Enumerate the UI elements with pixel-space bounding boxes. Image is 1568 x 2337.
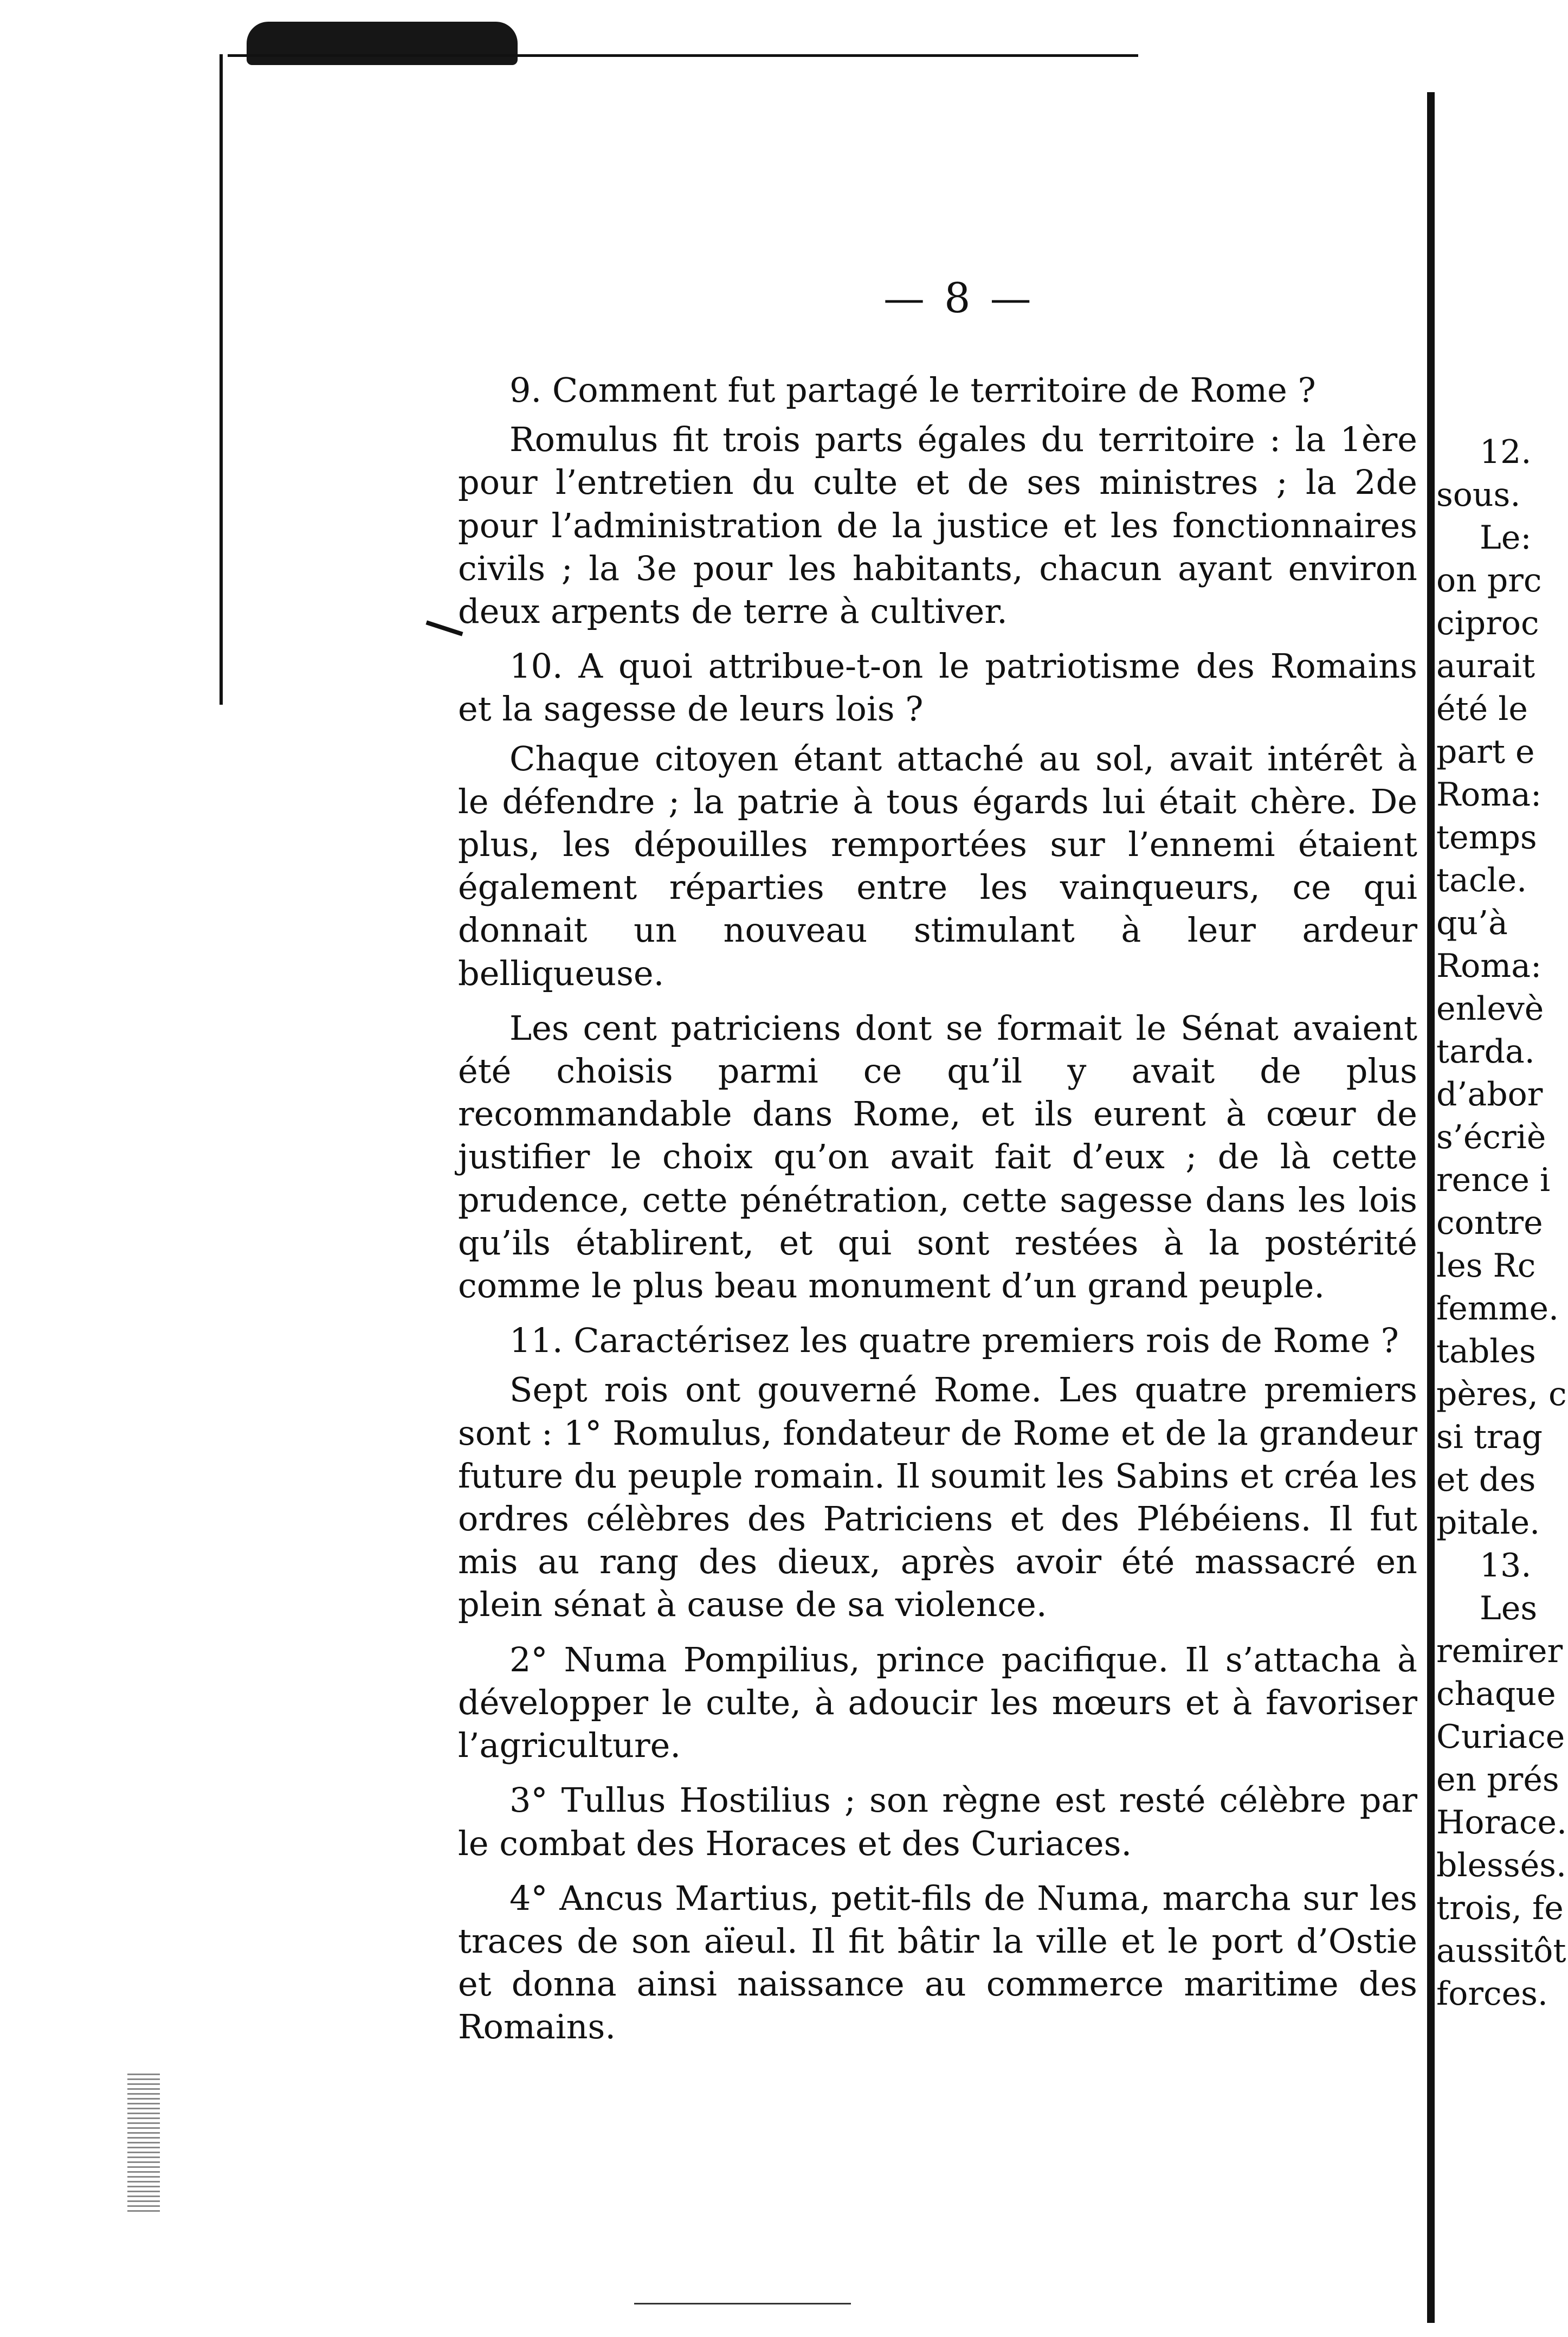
left-page-border (220, 54, 223, 705)
left-margin-scan-noise (127, 2071, 160, 2212)
side-line: chaque (1436, 1675, 1556, 1713)
answer-11-paragraph-1: Sept rois ont gouverné Rome. Les quatre premiers sont : 1° Romulus, fondateur de Rome et de la grandeur future du peuple romain. Il soumit les Sabins et créa les ordres célèbres des Patriciens et des Plébéiens. Il fut mis au rang des dieux, après avoir été massacré en plein sénat à cause de sa violence. (458, 1370, 1417, 1625)
side-line: rence i (1436, 1161, 1551, 1199)
main-text-column (458, 369, 1417, 2061)
side-line: sous. (1436, 476, 1521, 514)
side-line: en prés (1436, 1761, 1559, 1799)
side-line: Les (1480, 1589, 1538, 1627)
answer-9: Romulus fit trois parts égales du territoire : la 1ère pour l’entretien du culte et de ses ministres ; la 2de pour l’administration de la justice et les fonctionnaires civils ; la 3e pour les habitants, chacun ayant environ deux arpents de terre à cultiver. (458, 420, 1417, 632)
side-line: tarda. (1436, 1033, 1535, 1071)
side-line: trois, fe (1436, 1889, 1564, 1927)
side-line: on prc (1436, 562, 1542, 600)
side-line: Horace. (1436, 1804, 1567, 1842)
side-line: enlevè (1436, 990, 1544, 1028)
answer-11-paragraph-3: 3° Tullus Hostilius ; son règne est resté célèbre par le combat des Horaces et des Curiaces. (458, 1780, 1417, 1863)
side-line: ciproc (1436, 604, 1539, 642)
side-line: blessés. (1436, 1846, 1567, 1884)
side-line: et des (1436, 1461, 1536, 1499)
question-11: 11. Caractérisez les quatre premiers rois de Rome ? (509, 1321, 1399, 1361)
side-line: qu’à (1436, 904, 1508, 942)
side-line: les Rc (1436, 1247, 1536, 1285)
side-line: Roma: (1436, 776, 1542, 814)
answer-10-paragraph-2: Les cent patriciens dont se formait le Sénat avaient été choisis parmi ce qu’il y avait de plus recommandable dans Rome, et ils eurent à cœur de justifier le choix qu’on avait fait d’eux ; de là cette prudence, cette pénétration, cette sagesse dans les lois qu’ils établirent, et qui sont restées à la postérité comme le plus beau monument d’un grand peuple. (458, 1008, 1417, 1306)
scan-blot (247, 22, 518, 65)
question-10: 10. A quoi attribue-t-on le patriotisme des Romains et la sagesse de leurs lois ? (458, 646, 1417, 729)
side-line: forces. (1436, 1975, 1548, 2013)
side-line: été le (1436, 690, 1528, 728)
question-9: 9. Comment fut partagé le territoire de Rome ? (509, 370, 1316, 410)
answer-10-paragraph-1: Chaque citoyen étant attaché au sol, avait intérêt à le défendre ; la patrie à tous égards lui était chère. De plus, les dépouilles remportées sur l’ennemi étaient également réparties entre les vainqueurs, ce qui donnait un nouveau stimulant à leur ardeur belliqueuse. (458, 738, 1417, 993)
top-page-rule (228, 54, 1138, 57)
side-line: contre (1436, 1204, 1543, 1242)
side-line: remirer (1436, 1632, 1563, 1670)
side-line: pitale. (1436, 1504, 1540, 1542)
side-line: d’abor (1436, 1076, 1543, 1113)
side-line: Roma: (1436, 947, 1542, 985)
side-line: s’écriè (1436, 1118, 1546, 1156)
answer-11-paragraph-2: 2° Numa Pompilius, prince pacifique. Il s’attacha à développer le culte, à adoucir les mœurs et à favoriser l’agriculture. (458, 1639, 1417, 1766)
side-line: tables (1436, 1332, 1536, 1370)
side-line: 12. (1480, 433, 1532, 471)
side-line: tacle. (1436, 861, 1527, 899)
side-line: Le: (1480, 519, 1532, 557)
answer-11-paragraph-4: 4° Ancus Martius, petit-fils de Numa, marcha sur les traces de son aïeul. Il fit bâtir la ville et le port d’Ostie et donna ainsi naissance au commerce maritime des Romains. (458, 1878, 1417, 2047)
bottom-scan-mark (634, 2303, 851, 2304)
side-line: si trag (1436, 1418, 1543, 1456)
page-number: — 8 — (883, 274, 1035, 322)
side-line: aussitôt (1436, 1932, 1566, 1970)
adjacent-page-fragment (1436, 431, 1568, 2016)
side-line: 13. (1480, 1547, 1532, 1585)
side-line: part e (1436, 733, 1535, 771)
gutter-divider-line (1427, 92, 1435, 2323)
side-line: femme. (1436, 1290, 1559, 1328)
side-line: Curiace (1436, 1718, 1565, 1756)
side-line: aurait (1436, 647, 1535, 685)
side-line: temps (1436, 819, 1537, 857)
side-line: pères, c (1436, 1375, 1567, 1413)
